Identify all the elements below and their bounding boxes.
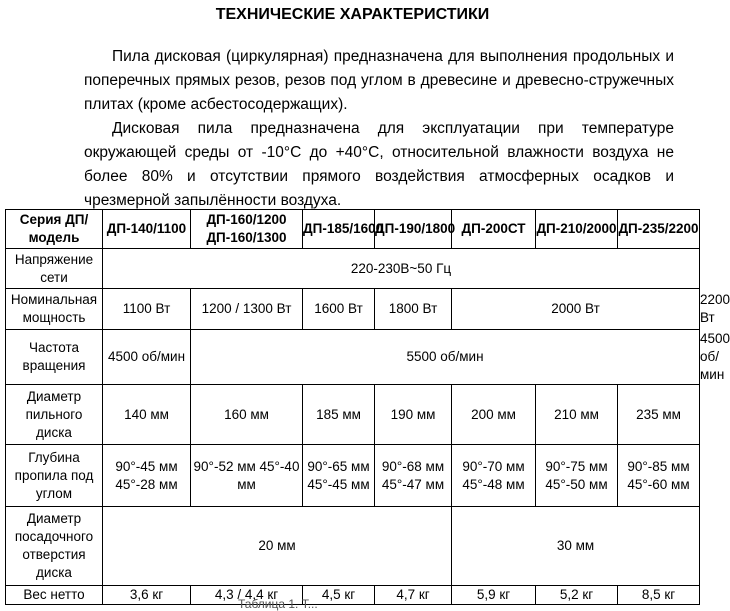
table-row-weight [6,586,700,605]
header-model: ДП-200СТ [452,210,536,249]
table-caption-partial: Таблица 1. Т... [238,597,318,611]
cell-value: 220-230В~50 Гц [103,249,700,289]
table-header-row [6,210,700,249]
cell-value: 190 мм [375,385,452,445]
cell-value: 20 мм [103,507,452,586]
cell-value: 140 мм [103,385,191,445]
cell-value: 90°-52 мм 45°-40 мм [191,445,303,507]
cell-value: 210 мм [536,385,618,445]
header-model: ДП-190/1800 [375,210,452,249]
cell-value: 5,2 кг [536,586,618,605]
row-label: Вес нетто [6,586,103,605]
cell-value: 4,5 кг [303,586,375,605]
cell-value: 200 мм [452,385,536,445]
cell-value: 90°-68 мм 45°-47 мм [375,445,452,507]
cell-value: 1200 / 1300 Вт [191,289,303,330]
cell-value: 90°-70 мм 45°-48 мм [452,445,536,507]
row-label: Номинальная мощность [6,289,103,330]
cell-value: 4500 об/мин [103,330,191,385]
row-label: Глубина пропила под углом [6,445,103,507]
cell-value: 1100 Вт [103,289,191,330]
table-row-power: Номинальная мощность 1100 Вт 1200 / 1300 Вт 1600 Вт 1800 Вт 2000 Вт 2200 Вт [6,289,700,330]
row-label: Напряжение сети [6,249,103,289]
cell-value: 30 мм [452,507,700,586]
cell-value: 1600 Вт [303,289,375,330]
header-series: Серия ДП/модель [6,210,103,249]
row-label: Частота вращения [6,330,103,385]
cell-value: 90°-75 мм 45°-50 мм [536,445,618,507]
table-row-voltage [6,249,700,289]
cell-value: 4,3 / 4,4 кг [191,586,303,605]
row-label: Диаметр пильного диска [6,385,103,445]
header-model: ДП-235/2200 [618,210,700,249]
cell-value: 90°-65 мм 45°-45 мм [303,445,375,507]
cell-value: 235 мм [618,385,700,445]
spec-table [5,209,730,605]
cell-value: 185 мм [303,385,375,445]
paragraph-text: Дисковая пила предназначена для эксплуатации при температуре окружающей среды от -10°C до +40°C, относительной влажности воздуха не более 80% и отсутствии прямого воздействия атмосферных осадков и чрезмерной запылённости воздуха. [84,120,674,209]
cell-value: 90°-45 мм 45°-28 мм [103,445,191,507]
cell-value: 160 мм [191,385,303,445]
cell-value: 5500 об/мин [191,330,700,385]
page-title: ТЕХНИЧЕСКИЕ ХАРАКТЕРИСТИКИ [215,6,490,23]
cell-value: 1800 Вт [375,289,452,330]
header-model: ДП-140/1100 [103,210,191,249]
cell-value: 8,5 кг [618,586,700,605]
table-row-bore [6,507,700,586]
row-label: Диаметр посадочного отверстия диска [6,507,103,586]
cell-value: 3,6 кг [103,586,191,605]
table-row-depth [6,445,700,507]
cell-value: 4,7 кг [375,586,452,605]
header-model: ДП-160/1200 ДП-160/1300 [191,210,303,249]
header-model: ДП-210/2000 [536,210,618,249]
table-row-disk [6,385,700,445]
table-row-speed: Частота вращения 4500 об/мин 5500 об/мин 4500 об/мин [6,330,700,385]
cell-value: 5,9 кг [452,586,536,605]
header-model: ДП-185/1600 [303,210,375,249]
paragraph-purpose [84,45,674,117]
paragraph-text: Пила дисковая (циркулярная) предназначена для выполнения продольных и поперечных прямых резов, резов под углом в древесине и древесно-стружечных плитах (кроме асбестосодержащих). [84,48,674,113]
paragraph-conditions [84,117,674,213]
cell-value: 90°-85 мм 45°-60 мм [618,445,700,507]
cell-value: 2000 Вт [452,289,700,330]
